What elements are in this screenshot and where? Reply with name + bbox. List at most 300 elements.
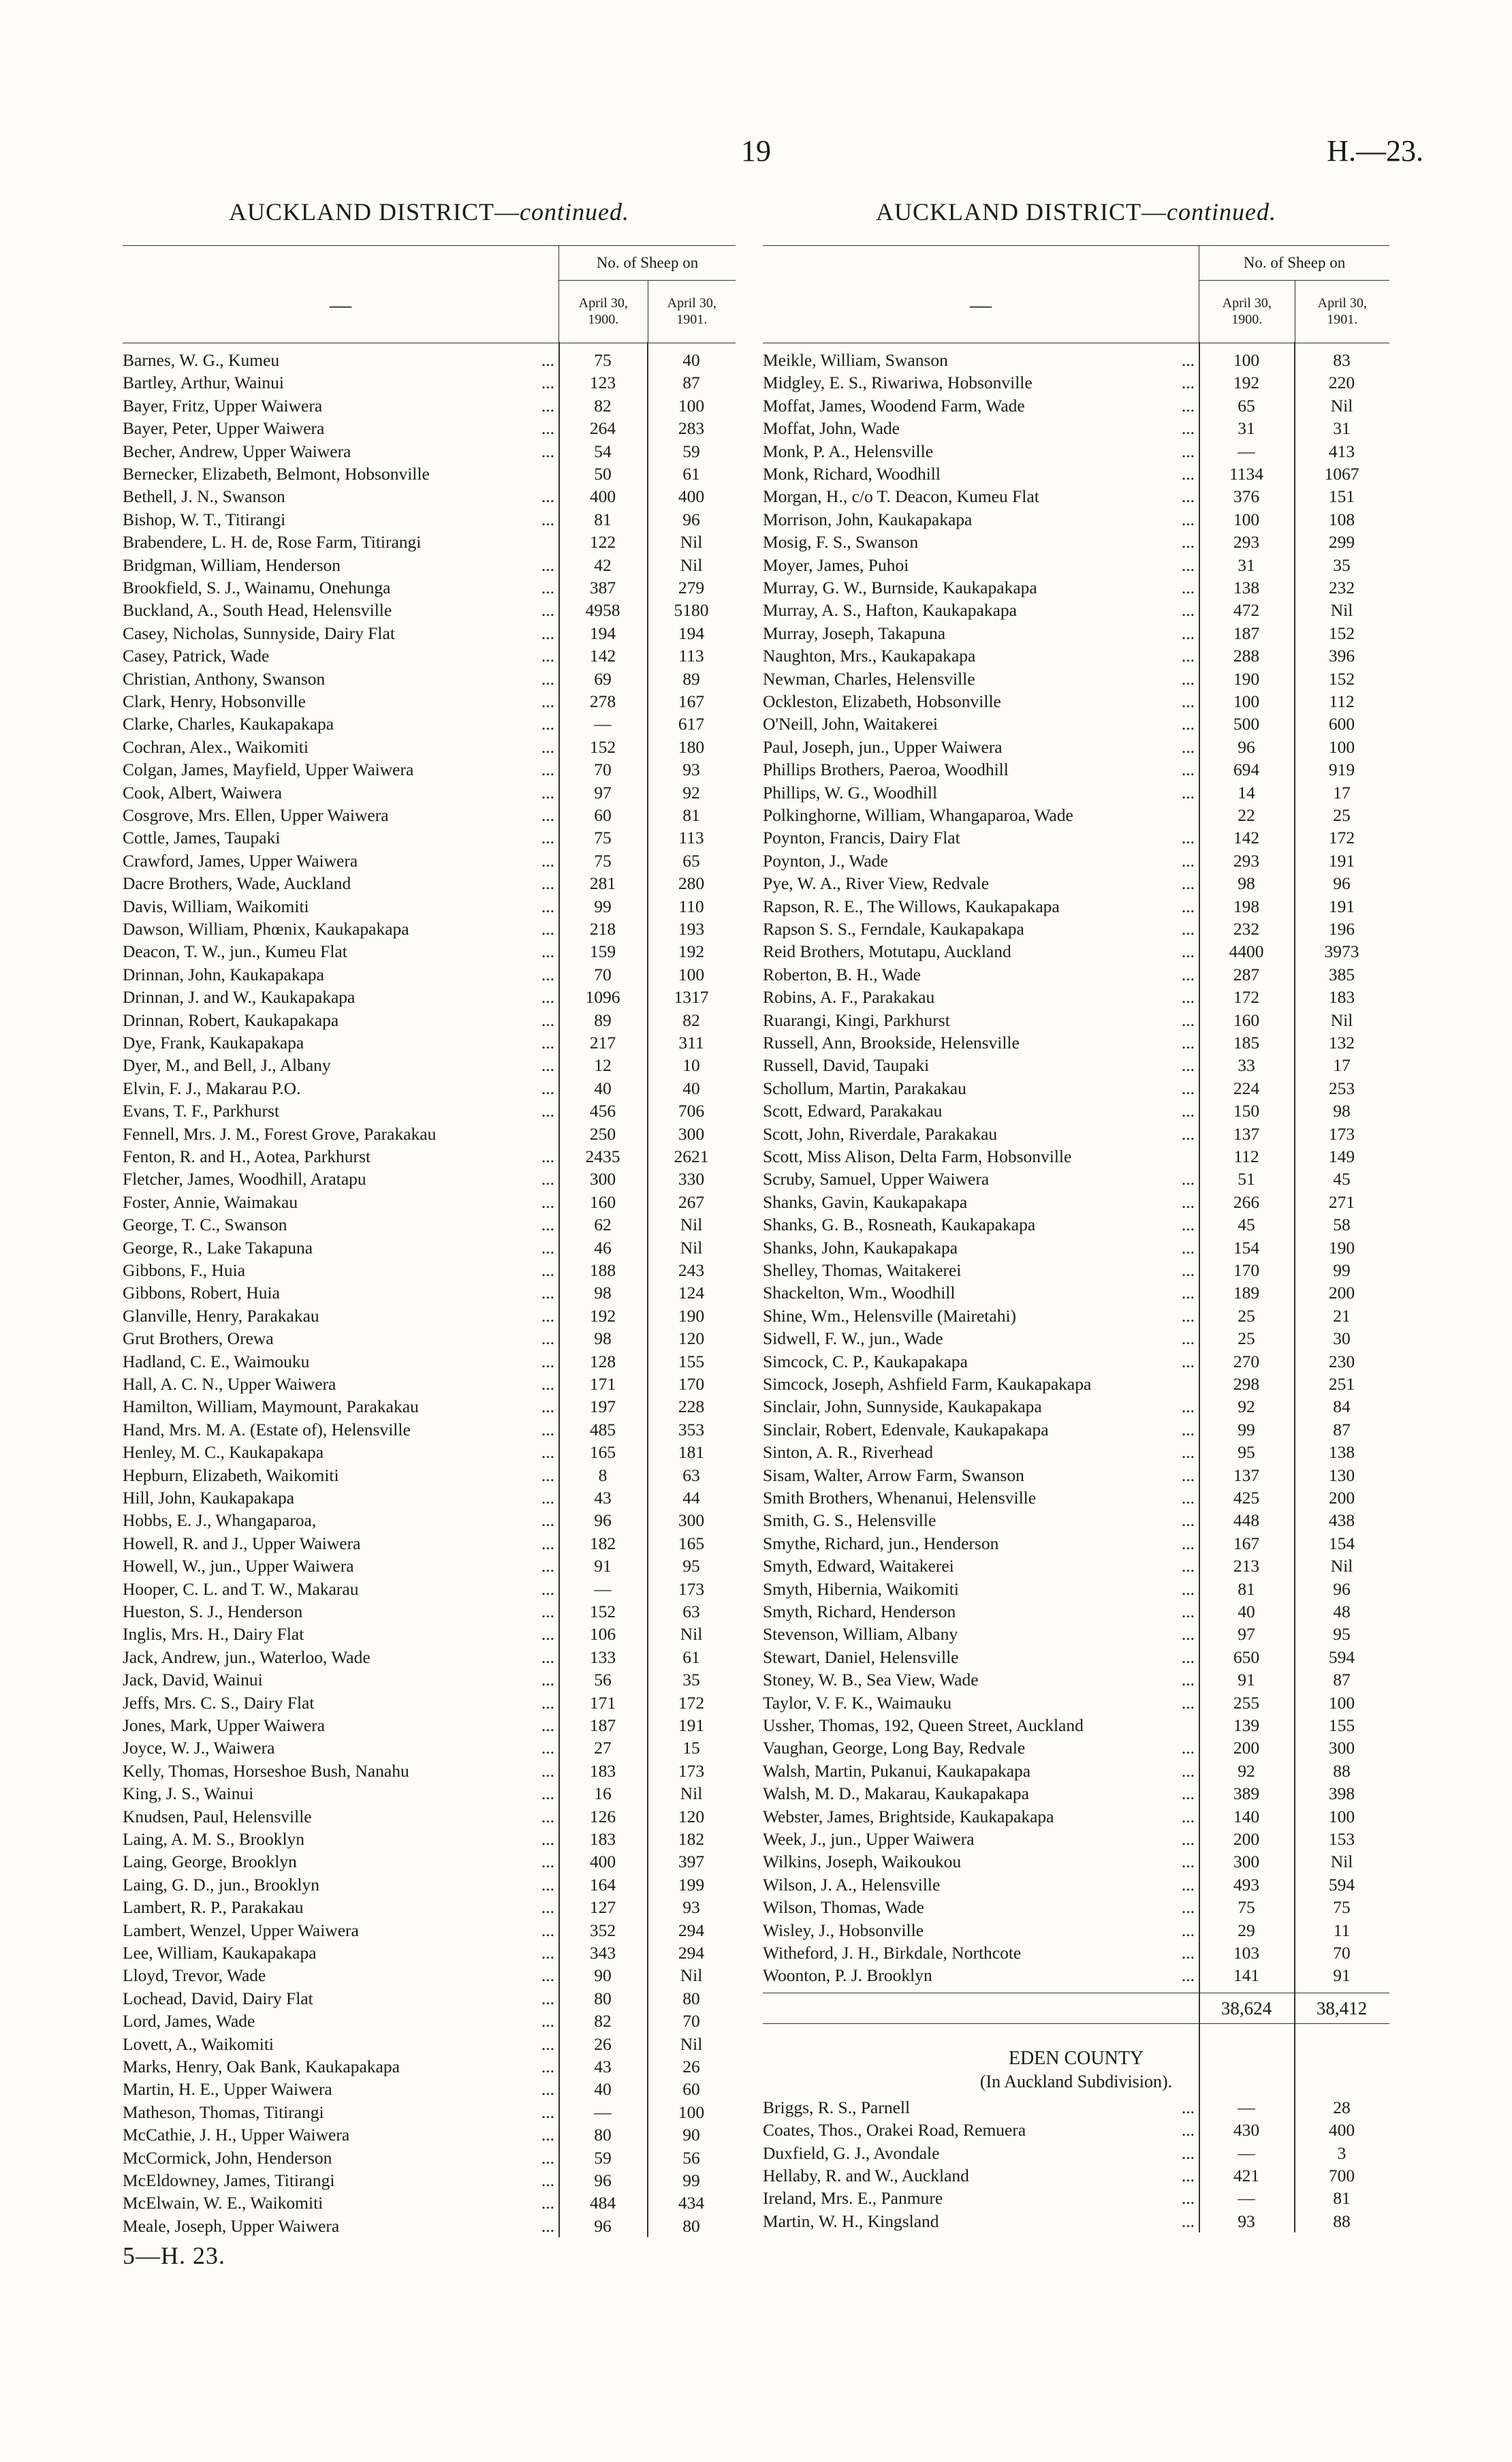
eden-row — [763, 2187, 1389, 2209]
left-leader: ... — [541, 441, 554, 461]
left-sheep-1901: 400 — [678, 486, 705, 507]
right-leader: ... — [1181, 464, 1195, 484]
left-sheep-1901: 90 — [682, 2125, 700, 2145]
left-sheep-1901: 99 — [682, 2170, 700, 2190]
right-sheep-1901: 149 — [1328, 1147, 1355, 1166]
eden-name: Hellaby, R. and W., Auckland — [763, 2166, 969, 2185]
left-name: Jack, David, Wainui — [123, 1670, 263, 1690]
left-sheep-1901: 172 — [678, 1692, 705, 1713]
right-leader: ... — [1181, 532, 1195, 552]
left-sheep-1901: 706 — [678, 1101, 705, 1121]
left-sheep-1901: 110 — [678, 896, 704, 916]
right-name: Smyth, Edward, Waitakerei — [763, 1556, 954, 1576]
left-row — [123, 986, 736, 1008]
right-sheep-1901: 438 — [1328, 1510, 1355, 1531]
right-name: Pye, W. A., River View, Redvale — [763, 873, 990, 894]
right-sheep-1900: 493 — [1233, 1874, 1260, 1895]
left-row — [123, 1350, 736, 1373]
right-leader: ... — [1181, 1237, 1195, 1258]
left-sheep-1901: 165 — [678, 1533, 705, 1553]
left-sheep-1900: 26 — [594, 2034, 612, 2054]
right-leader: ... — [1181, 760, 1195, 780]
right-row — [763, 1031, 1389, 1054]
eden-name: Duxfield, G. J., Avondale — [763, 2142, 940, 2163]
left-name: Fletcher, James, Woodhill, Aratapu — [123, 1169, 366, 1189]
right-sheep-1901: 45 — [1333, 1169, 1351, 1189]
left-name: Laing, George, Brooklyn — [123, 1852, 297, 1872]
left-leader: ... — [541, 578, 554, 597]
left-sheep-1900: 2435 — [585, 1147, 620, 1166]
left-row — [123, 1850, 736, 1873]
right-sheep-1901: 191 — [1328, 896, 1355, 916]
right-sheep-1900: 224 — [1233, 1078, 1260, 1098]
eden-leader: ... — [1181, 2166, 1195, 2185]
left-sheep-1900: 152 — [589, 1602, 616, 1621]
right-name: Stevenson, William, Albany — [763, 1624, 958, 1645]
left-sheep-1901: 113 — [678, 646, 704, 666]
left-row — [123, 963, 736, 986]
left-sheep-1901: 294 — [678, 1943, 705, 1963]
eden-sheep-1900: 430 — [1233, 2120, 1260, 2140]
eden-sheep-1900: 93 — [1238, 2211, 1255, 2231]
left-sheep-1901: 170 — [678, 1374, 705, 1394]
left-name: Evans, T. F., Parkhurst — [123, 1101, 280, 1121]
left-sheep-1900: 171 — [589, 1374, 616, 1394]
right-name: Russell, Ann, Brookside, Helensville — [763, 1033, 1020, 1053]
right-leader: ... — [1181, 782, 1195, 803]
left-name: Hill, John, Kaukapakapa — [123, 1488, 295, 1508]
left-row — [123, 417, 736, 439]
eden-leader: ... — [1181, 2142, 1195, 2163]
left-leader: ... — [541, 1169, 554, 1189]
left-row — [123, 1168, 736, 1190]
left-sheep-1900: 4958 — [585, 600, 620, 621]
left-name: Clarke, Charles, Kaukapakapa — [123, 714, 334, 734]
eden-row — [763, 2142, 1389, 2164]
right-sheep-1901: 152 — [1328, 623, 1355, 643]
left-leader: ... — [541, 1351, 554, 1371]
left-sheep-1900: 75 — [594, 828, 612, 848]
left-sheep-1900: 40 — [594, 2079, 612, 2100]
left-sheep-1900: 98 — [594, 1283, 612, 1303]
right-sheep-1901: 413 — [1328, 441, 1355, 461]
left-sheep-1900: 40 — [594, 1078, 612, 1098]
left-sheep-1900: 127 — [589, 1897, 616, 1918]
right-name: Meikle, William, Swanson — [763, 350, 948, 370]
right-sheep-1901: 385 — [1328, 964, 1355, 984]
left-row — [123, 736, 736, 758]
right-leader: ... — [1181, 1533, 1195, 1553]
left-name: Dacre Brothers, Wade, Auckland — [123, 873, 351, 894]
right-leader: ... — [1181, 941, 1195, 962]
left-name: Hueston, S. J., Henderson — [123, 1602, 303, 1621]
right-row — [763, 622, 1389, 644]
right-leader: ... — [1181, 1943, 1195, 1963]
left-name: Hall, A. C. N., Upper Waiwera — [123, 1374, 336, 1394]
right-name: Scott, Edward, Parakakau — [763, 1101, 943, 1121]
right-sheep-1901: 230 — [1328, 1351, 1355, 1371]
left-row — [123, 1031, 736, 1054]
right-sheep-1900: 100 — [1233, 509, 1260, 529]
total-1900: 38,624 — [1220, 1997, 1272, 2019]
left-sheep-1900: 197 — [589, 1397, 616, 1417]
right-name: Wilson, J. A., Helensville — [763, 1874, 941, 1895]
right-leader: ... — [1181, 1488, 1195, 1508]
right-row — [763, 440, 1389, 463]
total-1901: 38,412 — [1316, 1997, 1368, 2019]
right-col2-line2: 1901. — [1327, 312, 1358, 327]
left-row — [123, 1236, 736, 1259]
right-leader: ... — [1181, 1191, 1195, 1212]
right-name: Woonton, P. J. Brooklyn — [763, 1965, 932, 1986]
left-header-dash: — — [330, 292, 351, 317]
left-name: King, J. S., Wainui — [123, 1783, 254, 1804]
right-leader: ... — [1181, 1442, 1195, 1463]
right-name: Wilkins, Joseph, Waikoukou — [763, 1852, 962, 1872]
left-col2-line1: April 30, — [667, 296, 716, 311]
eden-sheep-1901: 400 — [1328, 2120, 1355, 2140]
left-sheep-1901: 190 — [678, 1305, 705, 1326]
left-row — [123, 463, 736, 485]
eden-leader: ... — [1181, 2120, 1195, 2140]
right-sheep-1900: 92 — [1238, 1760, 1255, 1781]
right-row — [763, 940, 1389, 963]
left-sheep-1900: 343 — [589, 1943, 616, 1963]
left-name: Inglis, Mrs. H., Dairy Flat — [123, 1624, 304, 1645]
left-leader: ... — [541, 1283, 554, 1303]
right-row — [763, 713, 1389, 735]
left-sheep-1900: 218 — [589, 919, 616, 939]
left-name: Cosgrove, Mrs. Ellen, Upper Waiwera — [123, 805, 389, 825]
left-name: McCathie, J. H., Upper Waiwera — [123, 2125, 350, 2145]
eden-leader: ... — [1181, 2211, 1195, 2231]
left-row — [123, 758, 736, 781]
right-row — [763, 1760, 1389, 1782]
right-sheep-1900: — — [1238, 441, 1255, 461]
left-sheep-1900: 194 — [589, 623, 616, 643]
right-name: Simcock, Joseph, Ashfield Farm, Kaukapakapa — [763, 1374, 1092, 1394]
left-leader: ... — [541, 1647, 554, 1667]
right-leader: ... — [1181, 1602, 1195, 1621]
left-name: Glanville, Henry, Parakakau — [123, 1305, 319, 1326]
right-name: Morgan, H., c/o T. Deacon, Kumeu Flat — [763, 486, 1039, 507]
left-leader: ... — [541, 350, 554, 370]
left-sheep-1900: 12 — [594, 1055, 612, 1076]
right-sheep-1901: 138 — [1328, 1442, 1355, 1463]
right-row — [763, 1782, 1389, 1805]
left-sheep-1900: 352 — [589, 1920, 616, 1940]
right-row — [763, 1486, 1389, 1509]
left-leader: ... — [541, 941, 554, 962]
right-name: Sinton, A. R., Riverhead — [763, 1442, 934, 1463]
left-name: Hepburn, Elizabeth, Waikomiti — [123, 1465, 339, 1485]
left-sheep-1901: 59 — [682, 441, 700, 461]
left-name: Howell, W., jun., Upper Waiwera — [123, 1556, 354, 1576]
right-row — [763, 349, 1389, 371]
right-leader: ... — [1181, 509, 1195, 529]
right-row — [763, 1692, 1389, 1714]
left-sheep-1900: 281 — [589, 873, 616, 894]
left-sheep-1900: 484 — [589, 2193, 616, 2213]
left-row — [123, 826, 736, 849]
right-table-header — [763, 245, 1389, 343]
left-row — [123, 1919, 736, 1942]
left-name: Laing, G. D., jun., Brooklyn — [123, 1874, 319, 1895]
left-sheep-1900: 400 — [589, 1852, 616, 1872]
right-sheep-1900: 187 — [1233, 623, 1260, 643]
right-name: Sisam, Walter, Arrow Farm, Swanson — [763, 1465, 1024, 1485]
right-title-text: AUCKLAND DISTRICT — [876, 198, 1142, 225]
left-sheep-1900: 1096 — [585, 987, 620, 1008]
right-sheep-1901: 232 — [1328, 578, 1355, 597]
left-leader: ... — [541, 1760, 554, 1781]
right-sheep-1900: 288 — [1233, 646, 1260, 666]
left-sheep-1900: 96 — [594, 2170, 612, 2190]
left-row — [123, 1054, 736, 1076]
left-name: Hooper, C. L. and T. W., Makarau — [123, 1578, 359, 1599]
left-leader: ... — [541, 1465, 554, 1485]
right-sheep-1900: 200 — [1233, 1738, 1260, 1758]
right-row — [763, 1350, 1389, 1373]
left-leader: ... — [541, 2215, 554, 2236]
left-sheep-1900: 187 — [589, 1715, 616, 1735]
left-sheep-1900: 16 — [594, 1783, 612, 1804]
right-leader: ... — [1181, 1397, 1195, 1417]
right-sheep-1900: 300 — [1233, 1852, 1260, 1872]
right-row — [763, 1896, 1389, 1918]
right-sheep-1901: 919 — [1328, 760, 1355, 780]
right-name: Simcock, C. P., Kaukapakapa — [763, 1351, 968, 1371]
right-leader: ... — [1181, 1305, 1195, 1326]
left-row — [123, 872, 736, 894]
eden-name: Coates, Thos., Orakei Road, Remuera — [763, 2120, 1026, 2140]
left-leader: ... — [541, 1533, 554, 1553]
right-col-1900 — [1199, 280, 1295, 343]
left-name: Colgan, James, Mayfield, Upper Waiwera — [123, 760, 414, 780]
right-row — [763, 1123, 1389, 1145]
right-row — [763, 1077, 1389, 1100]
left-name: Bridgman, William, Henderson — [123, 555, 341, 575]
right-name: Morrison, John, Kaukapakapa — [763, 509, 973, 529]
right-row — [763, 1964, 1389, 1986]
right-leader: ... — [1181, 964, 1195, 984]
right-sheep-1901: 11 — [1333, 1920, 1351, 1940]
right-row — [763, 1942, 1389, 1964]
left-sheep-1901: 311 — [678, 1033, 704, 1053]
right-leader: ... — [1181, 486, 1195, 507]
right-row — [763, 1145, 1389, 1168]
right-row — [763, 1100, 1389, 1122]
left-name: Lochead, David, Dairy Flat — [123, 1988, 313, 2008]
left-sheep-1901: 228 — [678, 1397, 705, 1417]
right-leader: ... — [1181, 1033, 1195, 1053]
left-sheep-1900: 152 — [589, 736, 616, 757]
left-leader: ... — [541, 1510, 554, 1531]
left-name: George, R., Lake Takapuna — [123, 1237, 313, 1258]
right-leader: ... — [1181, 736, 1195, 757]
right-sheep-1900: 266 — [1233, 1191, 1260, 1212]
eden-name: Ireland, Mrs. E., Panmure — [763, 2188, 943, 2209]
right-sheep-1901: 99 — [1333, 1260, 1351, 1280]
right-leader: ... — [1181, 1465, 1195, 1485]
left-header-group — [558, 246, 736, 343]
right-sheep-1901: 251 — [1328, 1374, 1355, 1394]
left-sheep-1901: 243 — [678, 1260, 705, 1280]
left-leader: ... — [541, 1419, 554, 1439]
right-sheep-1900: 33 — [1238, 1055, 1255, 1076]
left-sheep-1901: 193 — [678, 919, 705, 939]
left-name: McElwain, W. E., Waikomiti — [123, 2193, 324, 2213]
report-code: H.—23. — [1327, 134, 1423, 168]
right-sheep-1900: 293 — [1233, 850, 1260, 871]
left-sheep-1901: 63 — [682, 1602, 700, 1621]
left-sheep-1901: Nil — [680, 1624, 703, 1645]
left-sheep-1901: 173 — [678, 1760, 705, 1781]
left-row — [123, 440, 736, 463]
right-leader: ... — [1181, 1351, 1195, 1371]
right-leader: ... — [1181, 1783, 1195, 1804]
left-row — [123, 1692, 736, 1714]
right-header-group — [1199, 246, 1389, 343]
left-sheep-1901: 397 — [678, 1852, 705, 1872]
left-sheep-1901: 181 — [678, 1442, 705, 1463]
left-name: Cottle, James, Taupaki — [123, 828, 281, 848]
right-sheep-1901: 152 — [1328, 668, 1355, 689]
left-row — [123, 1077, 736, 1100]
left-leader: ... — [541, 2147, 554, 2168]
right-sheep-1901: 200 — [1328, 1488, 1355, 1508]
left-sheep-1901: 81 — [682, 805, 700, 825]
left-sheep-1900: 96 — [594, 2215, 612, 2236]
right-leader: ... — [1181, 646, 1195, 666]
left-name: Davis, William, Waikomiti — [123, 896, 309, 916]
left-row — [123, 1213, 736, 1236]
right-name: Scott, Miss Alison, Delta Farm, Hobsonville — [763, 1147, 1072, 1166]
right-leader: ... — [1181, 1897, 1195, 1918]
left-row — [123, 2147, 736, 2169]
left-leader: ... — [541, 1033, 554, 1053]
right-sheep-1900: 22 — [1238, 805, 1255, 825]
eden-sheep-1900: — — [1238, 2188, 1255, 2209]
left-name: Gibbons, F., Huia — [123, 1260, 246, 1280]
left-sheep-1900: 164 — [589, 1874, 616, 1895]
left-name: Jack, Andrew, jun., Waterloo, Wade — [123, 1647, 371, 1667]
right-sheep-1901: 1067 — [1324, 464, 1359, 484]
left-row — [123, 2215, 736, 2237]
left-leader: ... — [541, 1806, 554, 1826]
left-sheep-1900: 126 — [589, 1806, 616, 1826]
right-name: Week, J., jun., Upper Waiwera — [763, 1829, 975, 1849]
right-leader: ... — [1181, 600, 1195, 621]
left-sheep-1900: 75 — [594, 350, 612, 370]
right-sheep-1901: 300 — [1328, 1738, 1355, 1758]
left-sheep-1901: 155 — [678, 1351, 705, 1371]
left-leader: ... — [541, 1055, 554, 1076]
right-row — [763, 644, 1389, 667]
left-leader: ... — [541, 2125, 554, 2145]
right-leader: ... — [1181, 1328, 1195, 1349]
right-sheep-1900: 270 — [1233, 1351, 1260, 1371]
left-leader: ... — [541, 486, 554, 507]
left-row — [123, 1600, 736, 1623]
right-leader: ... — [1181, 714, 1195, 734]
right-name: Schollum, Martin, Parakakau — [763, 1078, 966, 1098]
left-row — [123, 2169, 736, 2192]
right-name: Ruarangi, Kingi, Parkhurst — [763, 1010, 950, 1030]
right-row — [763, 1009, 1389, 1031]
right-sheep-1900: 232 — [1233, 919, 1260, 939]
left-sheep-1901: 60 — [682, 2079, 700, 2100]
left-leader: ... — [541, 1442, 554, 1463]
right-name: Scruby, Samuel, Upper Waiwera — [763, 1169, 990, 1189]
left-name: Hadland, C. E., Waimouku — [123, 1351, 310, 1371]
right-row — [763, 1555, 1389, 1577]
left-sheep-1901: 180 — [678, 736, 705, 757]
left-row — [123, 2101, 736, 2123]
right-sheep-1901: Nil — [1330, 1852, 1353, 1872]
left-leader: ... — [541, 850, 554, 871]
left-row — [123, 1714, 736, 1736]
left-name: Hamilton, William, Maymount, Parakakau — [123, 1397, 419, 1417]
left-sheep-1900: 43 — [594, 1488, 612, 1508]
right-sheep-1901: Nil — [1330, 600, 1353, 621]
right-row — [763, 1054, 1389, 1076]
right-sheep-1901: 132 — [1328, 1033, 1355, 1053]
left-sheep-1901: 10 — [682, 1055, 700, 1076]
left-sheep-1900: 192 — [589, 1305, 616, 1326]
left-row — [123, 576, 736, 599]
left-name: Kelly, Thomas, Horseshoe Bush, Nanahu — [123, 1760, 409, 1781]
left-name: Elvin, F. J., Makarau P.O. — [123, 1078, 301, 1098]
right-sheep-1901: 30 — [1333, 1328, 1351, 1349]
left-name: Drinnan, John, Kaukapakapa — [123, 964, 324, 984]
right-name: Naughton, Mrs., Kaukapakapa — [763, 646, 976, 666]
right-leader: ... — [1181, 1920, 1195, 1940]
left-name: Jeffs, Mrs. C. S., Dairy Flat — [123, 1692, 315, 1713]
right-sheep-1901: 58 — [1333, 1215, 1351, 1235]
right-sheep-1901: 173 — [1328, 1123, 1355, 1144]
right-name: Newman, Charles, Helensville — [763, 668, 975, 689]
right-leader: ... — [1181, 1874, 1195, 1895]
right-name: Phillips, W. G., Woodhill — [763, 782, 938, 803]
left-sheep-1901: 300 — [678, 1123, 705, 1144]
left-row — [123, 1873, 736, 1896]
left-sheep-1900: 264 — [589, 418, 616, 439]
left-leader: ... — [541, 555, 554, 575]
left-sheep-1901: 199 — [678, 1874, 705, 1895]
left-name: Fenton, R. and H., Aotea, Parkhurst — [123, 1147, 371, 1166]
left-name: Dawson, William, Phœnix, Kaukapakapa — [123, 919, 409, 939]
left-row — [123, 599, 736, 621]
right-row — [763, 1873, 1389, 1896]
left-sheep-1900: 69 — [594, 668, 612, 689]
left-sheep-1901: Nil — [680, 2034, 703, 2054]
left-row — [123, 644, 736, 667]
eden-sheep-1900: 421 — [1233, 2166, 1260, 2185]
right-sheep-1900: 200 — [1233, 1829, 1260, 1849]
right-row — [763, 576, 1389, 599]
right-name: Ockleston, Elizabeth, Hobsonville — [763, 691, 1001, 711]
left-row — [123, 1646, 736, 1668]
left-sheep-1900: 82 — [594, 2011, 612, 2031]
left-sheep-1900: 278 — [589, 691, 616, 711]
left-row — [123, 1736, 736, 1759]
right-row — [763, 986, 1389, 1008]
right-leader: ... — [1181, 1692, 1195, 1713]
left-leader: ... — [541, 1328, 554, 1349]
left-sheep-1900: 70 — [594, 760, 612, 780]
right-name: Murray, Joseph, Takapuna — [763, 623, 946, 643]
